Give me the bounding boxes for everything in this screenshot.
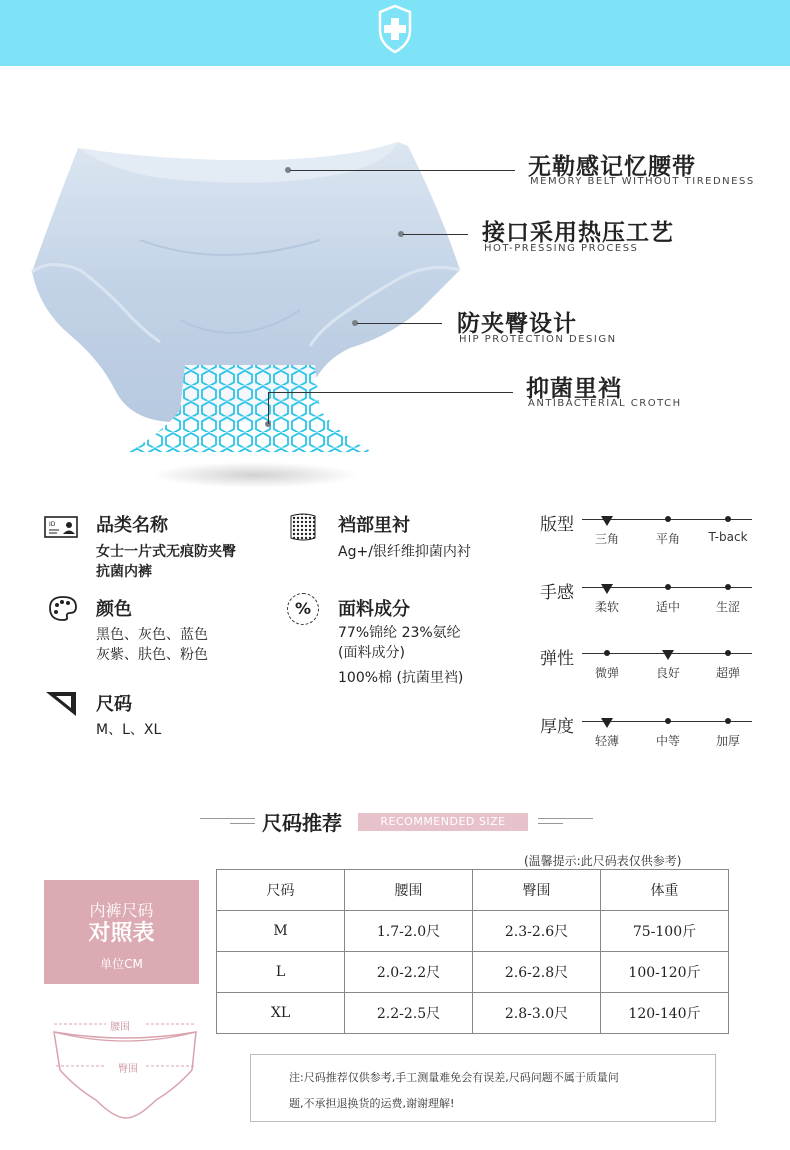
pointer-line [357, 323, 442, 324]
color-line: 黑色、灰色、蓝色 [96, 627, 208, 643]
id-card-icon [44, 516, 78, 538]
attribute-option: 加厚 [715, 734, 740, 748]
pointer-line [268, 392, 269, 424]
attribute-label: 版型 [540, 515, 574, 535]
fabric-mesh-icon [288, 512, 318, 542]
scale-selected-marker [601, 516, 613, 526]
attribute-option: 平角 [655, 532, 680, 546]
feature-subtitle: MEMORY BELT WITHOUT TIREDNESS [530, 176, 755, 187]
attribute-option: 适中 [655, 600, 680, 614]
attribute-option: T-back [708, 530, 748, 544]
heading-rule [200, 818, 255, 819]
hip-label: 臀围 [118, 1064, 138, 1075]
table-header-cell: 腰围 [345, 870, 473, 911]
scale-selected-marker [662, 650, 674, 660]
attribute-label: 厚度 [540, 717, 574, 737]
table-cell: XL [217, 993, 345, 1034]
pointer-line [403, 234, 468, 235]
percent-icon: % [287, 593, 319, 625]
feature-subtitle: HIP PROTECTION DESIGN [459, 334, 617, 345]
table-cell: 2.8-3.0尺 [473, 993, 601, 1034]
table-cell: 2.3-2.6尺 [473, 911, 601, 952]
table-cell: 2.6-2.8尺 [473, 952, 601, 993]
feature-title: 无勒感记忆腰带 [528, 154, 696, 180]
table-cell: M [217, 911, 345, 952]
table-row [217, 952, 729, 993]
table-header-cell: 体重 [601, 870, 729, 911]
scale-dot [725, 584, 731, 590]
material-title: 面料成分 [338, 599, 410, 620]
feature-title: 防夹臀设计 [457, 311, 577, 337]
lining-title: 裆部里衬 [338, 515, 410, 536]
scale-dot [725, 516, 731, 522]
feature-title: 抑菌里裆 [526, 376, 622, 402]
category-line: 女士一片式无痕防夹臀 [96, 544, 236, 560]
pointer-line [268, 392, 513, 393]
medical-cross-icon [368, 0, 422, 66]
table-cell: 2.0-2.2尺 [345, 952, 473, 993]
note-line: 注:尺码推荐仅供参考,手工测量难免会有误差,尺码问题不属于质量问 [289, 1071, 619, 1084]
color-line: 灰紫、肤色、粉色 [96, 647, 208, 663]
scale-selected-marker [601, 584, 613, 594]
table-row [217, 993, 729, 1034]
feature-title: 接口采用热压工艺 [482, 220, 674, 246]
chart-box-line1: 内裤尺码 [89, 901, 154, 920]
svg-text:ID: ID [49, 521, 56, 528]
scale-dot [725, 650, 731, 656]
table-header-row [217, 870, 729, 911]
attribute-option: 生涩 [715, 600, 740, 614]
feature-subtitle: HOT-PRESSING PROCESS [484, 243, 639, 254]
attribute-option: 良好 [655, 666, 680, 680]
attribute-option: 三角 [594, 532, 619, 546]
heading-rule [230, 823, 255, 824]
material-line: 77%锦纶 23%氨纶 [338, 625, 461, 641]
table-row [217, 911, 729, 952]
pointer-line [290, 170, 515, 171]
table-cell: 1.7-2.0尺 [345, 911, 473, 952]
color-title: 颜色 [96, 599, 132, 620]
chart-box-unit: 单位CM [100, 957, 143, 971]
scale-dot [665, 584, 671, 590]
scale-dot [665, 516, 671, 522]
table-cell: 120-140斤 [601, 993, 729, 1034]
material-line: (面料成分) [338, 645, 405, 661]
category-title: 品类名称 [96, 515, 168, 536]
material-line: 100%棉 (抗菌里裆) [338, 670, 464, 686]
heading-rule [538, 823, 563, 824]
note-line: 题,不承担退换货的运费,谢谢理解! [289, 1097, 455, 1110]
feature-subtitle: ANTIBACTERIAL CROTCH [528, 398, 682, 409]
ruler-triangle-icon [44, 690, 78, 718]
scale-dot [725, 718, 731, 724]
scale-dot [665, 718, 671, 724]
attribute-option: 柔软 [594, 600, 619, 614]
table-cell: 100-120斤 [601, 952, 729, 993]
attribute-option: 中等 [655, 734, 680, 748]
attribute-label: 手感 [540, 583, 574, 603]
size-tip: (温馨提示:此尺码表仅供参考) [524, 854, 682, 868]
table-cell: 2.2-2.5尺 [345, 993, 473, 1034]
table-header-cell: 臀围 [473, 870, 601, 911]
waist-label: 腰围 [110, 1022, 130, 1033]
recommend-tag: RECOMMENDED SIZE [358, 813, 528, 831]
size-chart-box [44, 880, 199, 984]
size-line: M、L、XL [96, 722, 162, 738]
palette-icon [47, 594, 79, 622]
chart-box-line2: 对照表 [88, 921, 155, 946]
size-table [216, 869, 729, 1034]
table-cell: 75-100斤 [601, 911, 729, 952]
heading-rule [538, 818, 593, 819]
briefs-illustration [20, 120, 490, 490]
attribute-option: 超弹 [715, 666, 740, 680]
category-line: 抗菌内裤 [96, 564, 152, 580]
attribute-option: 微弹 [594, 666, 619, 680]
size-title: 尺码 [96, 694, 132, 715]
attribute-option: 轻薄 [594, 734, 619, 748]
attribute-label: 弹性 [540, 649, 574, 669]
recommend-title: 尺码推荐 [262, 811, 342, 835]
scale-selected-marker [601, 718, 613, 728]
lining-line: Ag+/银纤维抑菌内衬 [338, 544, 471, 560]
table-cell: L [217, 952, 345, 993]
table-header-cell: 尺码 [217, 870, 345, 911]
scale-dot [604, 650, 610, 656]
note-box [250, 1054, 716, 1122]
